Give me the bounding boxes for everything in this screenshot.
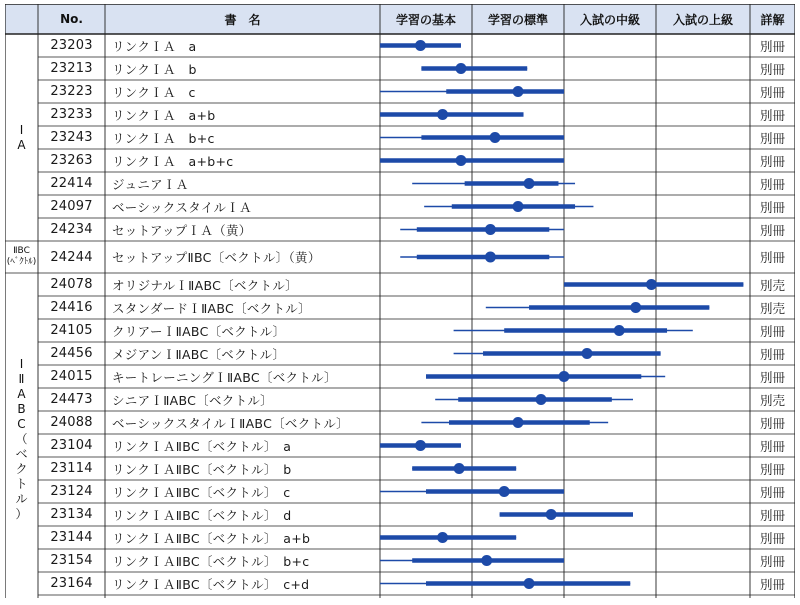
level-center-dot [415, 40, 426, 51]
group-label-1 [5, 34, 38, 241]
book-title: メジアンＩⅡABC〔ベクトル〕 [112, 346, 286, 362]
level-center-dot [455, 155, 466, 166]
group-label-char: ベ [15, 446, 28, 461]
group-label-char: Ⅰ [19, 356, 24, 371]
detail-label: 別売 [759, 300, 785, 316]
detail-label: 別冊 [759, 323, 785, 339]
level-center-dot [437, 109, 448, 120]
detail-label: 別冊 [759, 576, 785, 592]
book-number: 23104 [50, 438, 93, 453]
detail-label: 別売 [759, 277, 785, 293]
detail-label: 別冊 [759, 38, 785, 54]
group-label-char: ト [15, 476, 28, 491]
detail-label: 別冊 [759, 61, 785, 77]
book-title: リンクＩＡⅡBC〔ベクトル〕 b+c [112, 553, 310, 569]
detail-label: 別冊 [759, 84, 785, 100]
book-number: 24473 [50, 392, 93, 407]
header-level-3: 入試の中級 [579, 12, 640, 27]
book-number: 24097 [50, 199, 93, 214]
header-level-1: 学習の基本 [395, 12, 456, 27]
book-number: 23263 [50, 153, 93, 168]
group-label-char: ） [15, 506, 28, 521]
detail-label: 別冊 [759, 553, 785, 569]
level-center-dot [455, 63, 466, 74]
book-number: 23213 [50, 61, 93, 76]
book-number: 23154 [50, 553, 93, 568]
level-center-dot [524, 578, 535, 589]
detail-label: 別冊 [759, 222, 785, 238]
level-center-dot [536, 394, 547, 405]
level-center-dot [582, 348, 593, 359]
header-title: 書 名 [224, 12, 261, 27]
detail-label: 別売 [759, 392, 785, 408]
group-label-char: ⅡBC [13, 246, 30, 256]
level-center-dot [513, 86, 524, 97]
detail-label: 別冊 [759, 438, 785, 454]
book-title: ベーシックスタイルＩＡ [112, 199, 252, 215]
level-center-dot [454, 463, 465, 474]
level-center-dot [481, 555, 492, 566]
book-number: 23144 [50, 530, 93, 545]
level-center-dot [499, 486, 510, 497]
group-label-char: （ [15, 431, 28, 446]
book-number: 24244 [50, 249, 93, 265]
book-title: ジュニアＩＡ [112, 176, 189, 192]
level-center-dot [485, 224, 496, 235]
detail-label: 別冊 [759, 346, 785, 362]
header-level-4: 入試の上級 [672, 12, 733, 27]
book-number: 23203 [50, 38, 93, 53]
book-number: 24234 [50, 222, 93, 237]
book-title: リンクＩＡⅡBC〔ベクトル〕 d [112, 507, 292, 523]
detail-label: 別冊 [759, 507, 785, 523]
level-center-dot [437, 532, 448, 543]
book-title: リンクＩＡⅡBC〔ベクトル〕 a+b [112, 530, 311, 546]
header-no: No. [60, 12, 83, 26]
book-number: 23124 [50, 484, 93, 499]
level-center-dot [415, 440, 426, 451]
book-number: 24088 [50, 415, 93, 430]
book-title: リンクＩＡ a [112, 38, 197, 54]
group-label-char: Ⅰ [19, 122, 24, 137]
detail-label: 別冊 [759, 461, 785, 477]
level-center-dot [630, 302, 641, 313]
book-number: 23114 [50, 461, 93, 476]
book-title: スタンダードＩⅡABC〔ベクトル〕 [112, 300, 311, 316]
book-number: 24105 [50, 323, 93, 338]
level-center-dot [513, 201, 524, 212]
header-detail: 詳解 [760, 12, 785, 27]
detail-label: 別冊 [759, 153, 785, 169]
detail-label: 別冊 [759, 250, 785, 265]
book-number: 23243 [50, 130, 93, 145]
book-title: リンクＩＡ c [112, 84, 196, 100]
group-label-char: (ﾍﾞｸﾄﾙ) [6, 257, 37, 267]
book-level-table [5, 4, 795, 598]
book-title: オリジナルＩⅡABC〔ベクトル〕 [112, 277, 298, 293]
book-title: リンクＩＡⅡBC〔ベクトル〕 c [112, 484, 291, 500]
group-label-char: ク [15, 461, 28, 476]
group-label-char: B [17, 401, 26, 416]
level-center-dot [524, 178, 535, 189]
book-title: キートレーニングＩⅡABC〔ベクトル〕 [112, 369, 337, 385]
book-title: リンクＩＡ b [112, 61, 197, 77]
book-title: セットアップＩＡ（黄） [112, 222, 252, 238]
book-number: 23134 [50, 507, 93, 522]
book-title: クリアーＩⅡABC〔ベクトル〕 [112, 323, 286, 339]
level-center-dot [490, 132, 501, 143]
detail-label: 別冊 [759, 369, 785, 385]
book-number: 24416 [50, 300, 93, 315]
group-label-char: ル [15, 491, 28, 506]
book-title: シニアＩⅡABC〔ベクトル〕 [112, 392, 273, 408]
book-number: 23233 [50, 107, 93, 122]
detail-label: 別冊 [759, 199, 785, 215]
book-title: リンクＩＡⅡBC〔ベクトル〕 a [112, 438, 292, 454]
detail-label: 別冊 [759, 130, 785, 146]
group-label-2 [5, 241, 38, 273]
book-number: 24015 [50, 369, 93, 384]
level-center-dot [559, 371, 570, 382]
book-number: 23223 [50, 84, 93, 99]
detail-label: 別冊 [759, 415, 785, 431]
book-number: 24456 [50, 346, 93, 361]
level-center-dot [513, 417, 524, 428]
book-number: 22414 [50, 176, 93, 191]
book-title: リンクＩＡ b+c [112, 130, 215, 146]
book-number: 23164 [50, 576, 93, 591]
level-center-dot [485, 252, 496, 263]
book-title: リンクＩＡ a+b [112, 107, 216, 123]
group-label-3 [5, 273, 38, 605]
level-center-dot [614, 325, 625, 336]
detail-label: 別冊 [759, 530, 785, 546]
book-title: ベーシックスタイルＩⅡABC〔ベクトル〕 [112, 415, 349, 431]
group-label-char: Ⅱ [18, 371, 25, 386]
detail-label: 別冊 [759, 176, 785, 192]
header-level-2: 学習の標準 [487, 12, 548, 27]
book-title: リンクＩＡⅡBC〔ベクトル〕 b [112, 461, 292, 477]
group-label-char: A [17, 137, 26, 152]
group-label-char: C [17, 416, 26, 431]
detail-label: 別冊 [759, 484, 785, 500]
detail-label: 別冊 [759, 107, 785, 123]
level-center-dot [546, 509, 557, 520]
book-number: 24078 [50, 277, 93, 292]
book-title: リンクＩＡⅡBC〔ベクトル〕 c+d [112, 576, 310, 592]
book-title: リンクＩＡ a+b+c [112, 153, 234, 169]
level-center-dot [646, 279, 657, 290]
book-title: セットアップⅡBC〔ベクトル〕（黄） [112, 250, 321, 265]
group-label-char: A [17, 386, 26, 401]
